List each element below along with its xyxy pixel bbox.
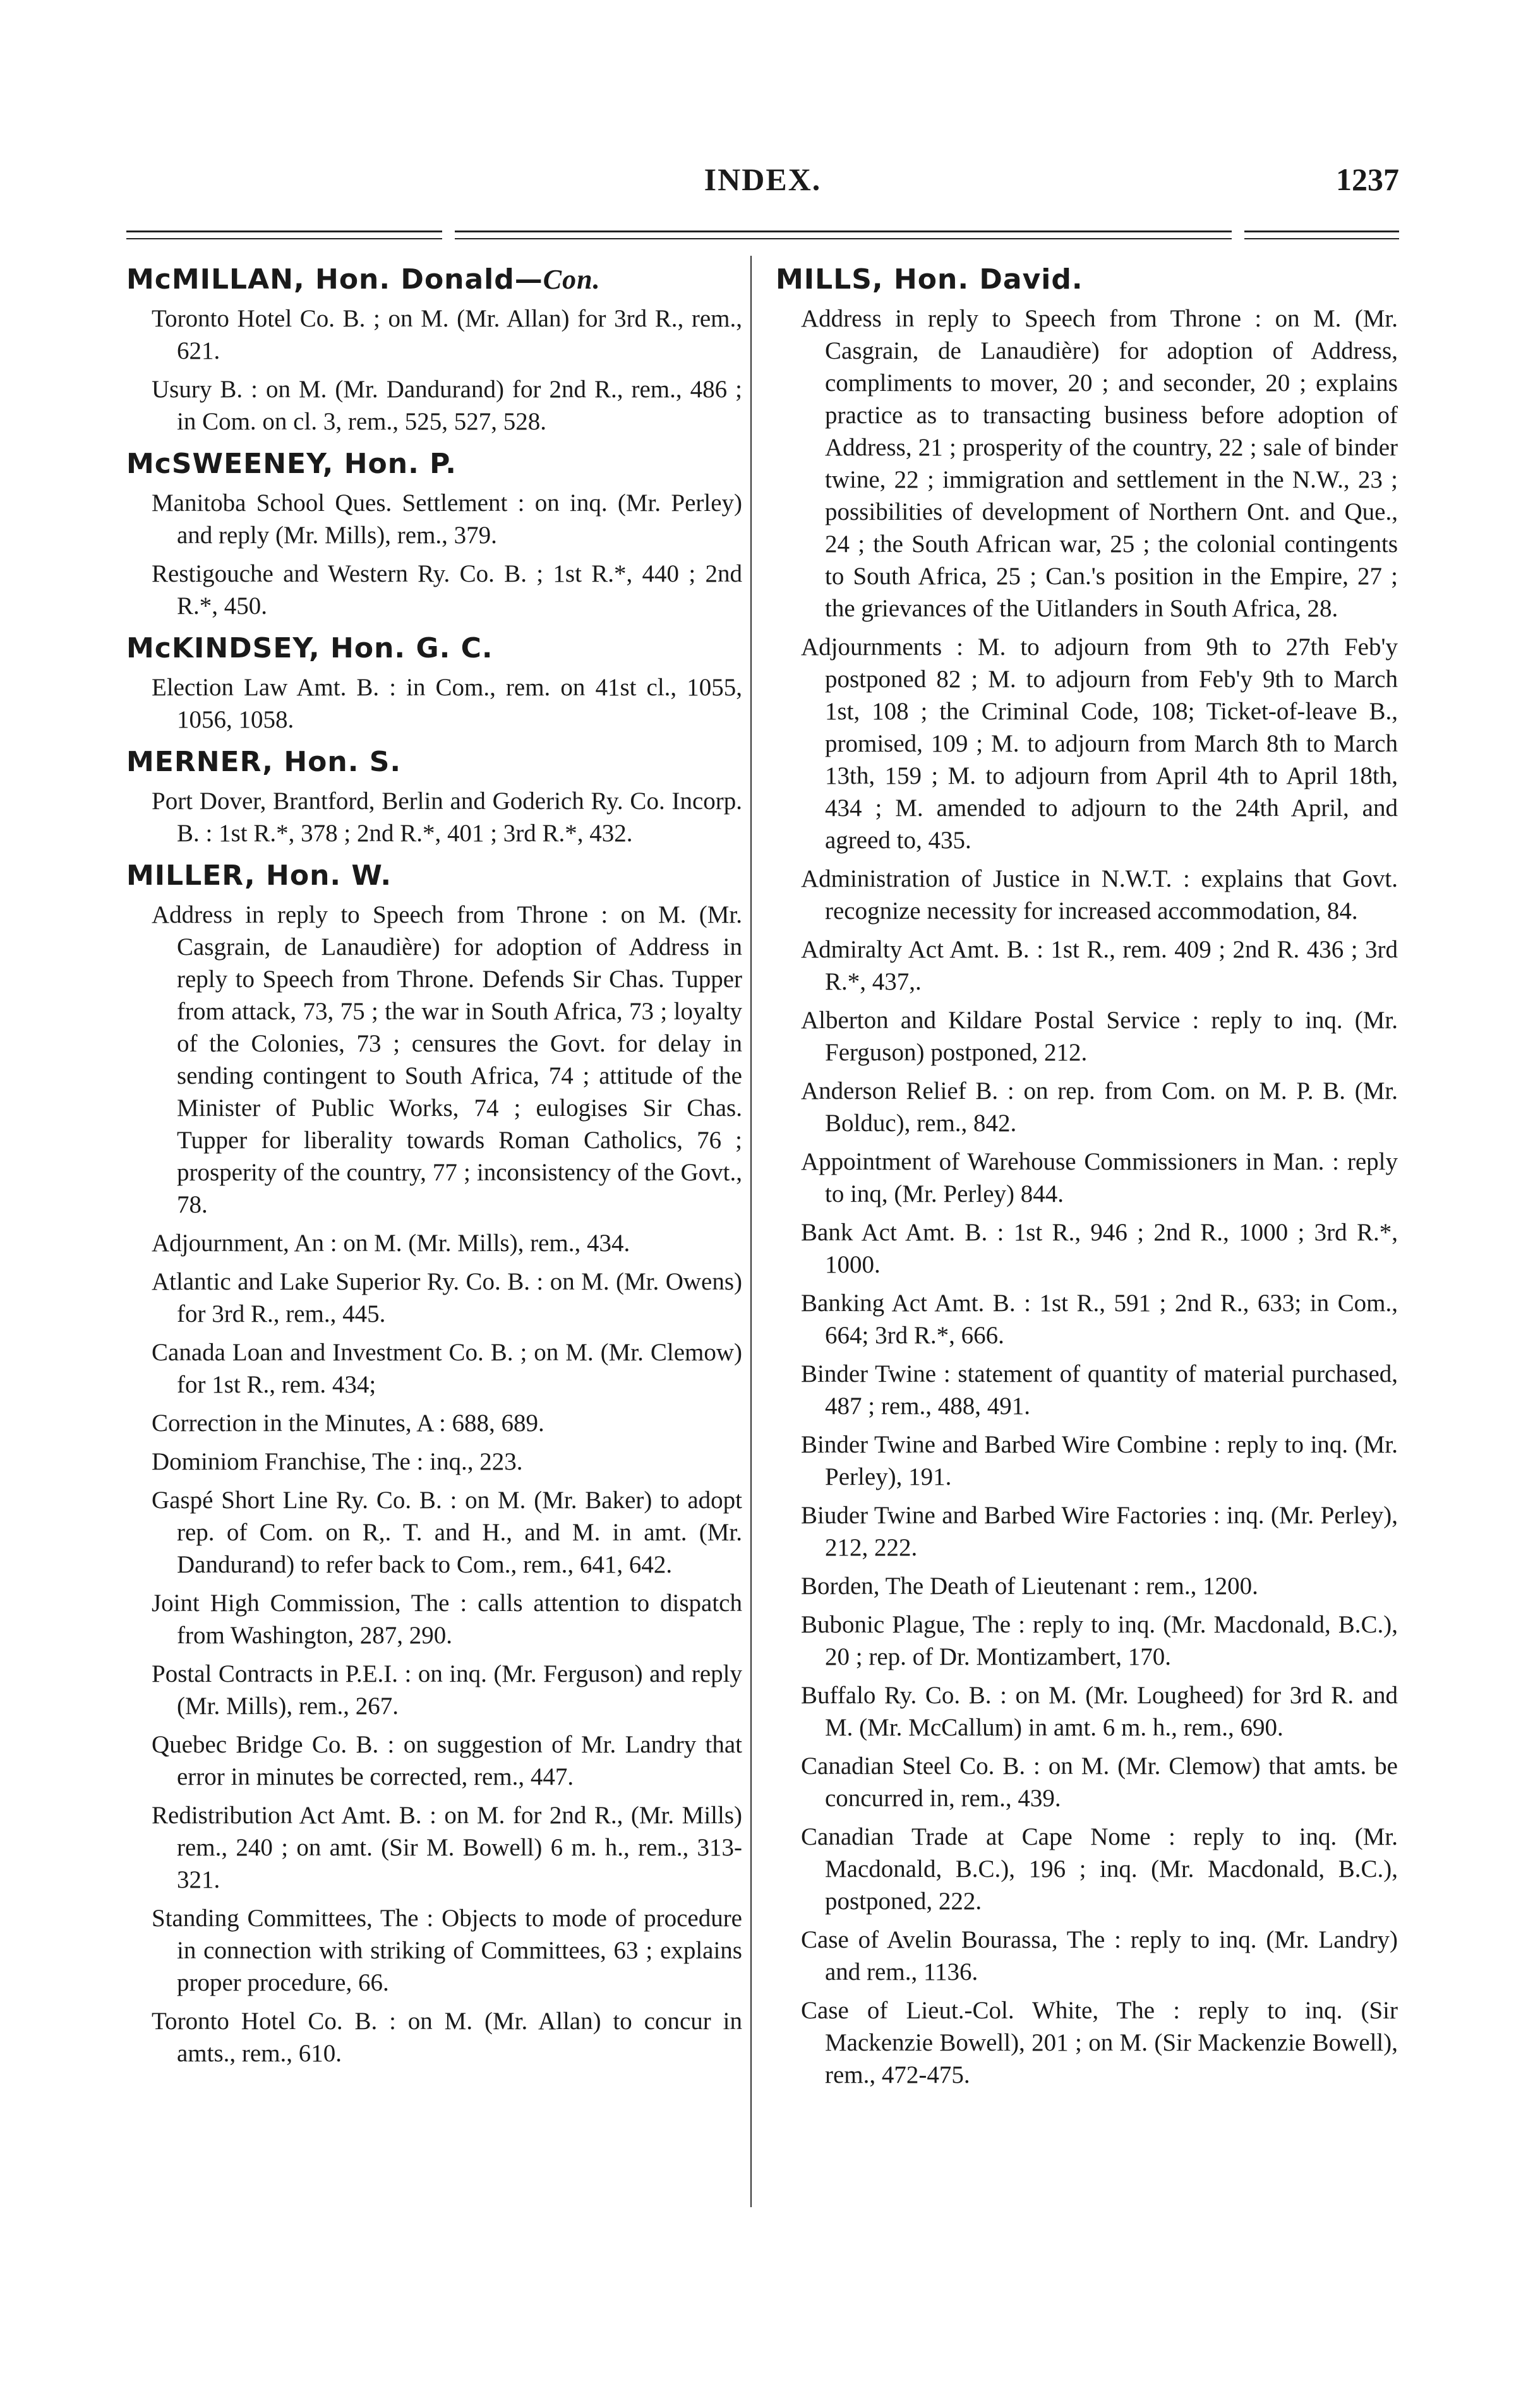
index-entry: Dominiom Franchise, The : inq., 223.: [152, 1448, 523, 1475]
index-heading: [126, 858, 742, 894]
index-entry: Biuder Twine and Barbed Wire Factories : inq. (Mr. Perley), 212, 222.: [801, 1502, 1398, 1561]
index-entry: Port Dover, Brantford, Berlin and Goderich Ry. Co. Incorp. B. : 1st R.*, 378 ; 2nd R.*, 401 ; 3rd R.*, 432.: [152, 788, 742, 847]
index-entry: Election Law Amt. B. : in Com., rem. on 41st cl., 1055, 1056, 1058.: [152, 674, 742, 733]
index-entry: Adjournment, An : on M. (Mr. Mills), rem., 434.: [152, 1230, 630, 1257]
index-entry: Toronto Hotel Co. B. : on M. (Mr. Allan) to concur in amts., rem., 610.: [152, 2008, 742, 2067]
right-column: [776, 262, 1398, 2097]
index-entry: Redistribution Act Amt. B. : on M. for 2nd R., (Mr. Mills) rem., 240 ; on amt. (Sir M. Bowell) 6 m. h., rem., 313-321.: [152, 1802, 742, 1893]
index-entry: Buffalo Ry. Co. B. : on M. (Mr. Lougheed) for 3rd R. and M. (Mr. McCallum) in amt. 6 m. h., rem., 690.: [801, 1682, 1398, 1741]
index-heading: [126, 446, 742, 482]
index-entry: Banking Act Amt. B. : 1st R., 591 ; 2nd R., 633; in Com., 664; 3rd R.*, 666.: [801, 1290, 1398, 1349]
index-heading: [776, 262, 1398, 297]
index-heading-name: MILLS, Hon. David.: [776, 263, 1083, 296]
page-title: INDEX.: [704, 162, 822, 197]
index-entry: Address in reply to Speech from Throne : on M. (Mr. Casgrain, de Lanaudière) for adoption of Address in reply to Speech from Throne. Defends Sir Chas. Tupper from attack, 73, 75 ; the war in South Africa, 73 ; loyalty of the Colonies, 73 ; censures the Govt. for delay in sending contingent to South Africa, 74 ; attitude of the Minister of Public Works, 74 ; eulogises Sir Chas. Tupper for liberality towards Roman Catholics, 76 ; prosperity of the country, 77 ; inconsistency of the Govt., 78.: [152, 901, 742, 1218]
index-entry: Borden, The Death of Lieutenant : rem., 1200.: [801, 1572, 1258, 1600]
index-entry: Appointment of Warehouse Commissioners in Man. : reply to inq, (Mr. Perley) 844.: [801, 1148, 1398, 1207]
index-entry: Bank Act Amt. B. : 1st R., 946 ; 2nd R., 1000 ; 3rd R.*, 1000.: [801, 1219, 1398, 1278]
header-rule-left: [126, 231, 442, 239]
index-entry: Standing Committees, The : Objects to mode of procedure in connection with striking of Committees, 63 ; explains proper procedure, 66.: [152, 1905, 742, 1996]
index-entry: Alberton and Kildare Postal Service : reply to inq. (Mr. Ferguson) postponed, 212.: [801, 1007, 1398, 1066]
index-heading: [126, 631, 742, 666]
index-heading-continued: Con.: [543, 264, 601, 295]
index-entry: Canadian Steel Co. B. : on M. (Mr. Clemow) that amts. be concurred in, rem., 439.: [801, 1752, 1398, 1812]
index-entry: Canadian Trade at Cape Nome : reply to inq. (Mr. Macdonald, B.C.), 196 ; inq. (Mr. Macdonald, B.C.), postponed, 222.: [801, 1823, 1398, 1915]
index-entry: Admiralty Act Amt. B. : 1st R., rem. 409 ; 2nd R. 436 ; 3rd R.*, 437,.: [801, 936, 1398, 995]
index-entry: Joint High Commission, The : calls attention to dispatch from Washington, 287, 290.: [152, 1590, 742, 1649]
index-entry: Case of Avelin Bourassa, The : reply to inq. (Mr. Landry) and rem., 1136.: [801, 1926, 1398, 1986]
index-entry: Quebec Bridge Co. B. : on suggestion of Mr. Landry that error in minutes be corrected, rem., 447.: [152, 1731, 742, 1790]
header-rule-middle: [455, 231, 1232, 239]
index-entry: Address in reply to Speech from Throne : on M. (Mr. Casgrain, de Lanaudière) for adoption of Address, compliments to mover, 20 ; and seconder, 20 ; explains practice as to transacting business before adoption of Address, 21 ; prosperity of the country, 22 ; sale of binder twine, 22 ; immigration and settlement in the N.W., 23 ; possibilities of development of Northern Ont. and Que., 24 ; the South African war, 25 ; the colonial contingents to South Africa, 25 ; Can.'s position in the Empire, 27 ; the grievances of the Uitlanders in South Africa, 28.: [801, 305, 1398, 622]
index-entry: Usury B. : on M. (Mr. Dandurand) for 2nd R., rem., 486 ; in Com. on cl. 3, rem., 525, 527, 528.: [152, 376, 742, 435]
index-heading-name: McKINDSEY, Hon. G. C.: [126, 632, 493, 664]
index-heading: [126, 745, 742, 780]
index-entry: Atlantic and Lake Superior Ry. Co. B. : on M. (Mr. Owens) for 3rd R., rem., 445.: [152, 1268, 742, 1327]
index-heading: [126, 262, 742, 297]
index-heading-name: McMILLAN, Hon. Donald—: [126, 263, 543, 296]
index-entry: Anderson Relief B. : on rep. from Com. on M. P. B. (Mr. Bolduc), rem., 842.: [801, 1077, 1398, 1137]
index-entry: Binder Twine and Barbed Wire Combine : reply to inq. (Mr. Perley), 191.: [801, 1431, 1398, 1490]
index-entry: Binder Twine : statement of quantity of material purchased, 487 ; rem., 488, 491.: [801, 1360, 1398, 1420]
page-number: 1237: [1336, 162, 1399, 197]
index-entry: Correction in the Minutes, A : 688, 689.: [152, 1410, 544, 1437]
index-heading-name: McSWEENEY, Hon. P.: [126, 448, 457, 480]
left-column: [126, 262, 742, 2076]
index-heading-name: MILLER, Hon. W.: [126, 860, 392, 892]
index-entry: Gaspé Short Line Ry. Co. B. : on M. (Mr. Baker) to adopt rep. of Com. on R,. T. and H., and M. in amt. (Mr. Dandurand) to refer back to Com., rem., 641, 642.: [152, 1487, 742, 1578]
index-entry: Canada Loan and Investment Co. B. ; on M. (Mr. Clemow) for 1st R., rem. 434;: [152, 1339, 742, 1398]
header-rule-right: [1244, 231, 1399, 239]
index-entry: Restigouche and Western Ry. Co. B. ; 1st R.*, 440 ; 2nd R.*, 450.: [152, 560, 742, 620]
index-entry: Manitoba School Ques. Settlement : on inq. (Mr. Perley) and reply (Mr. Mills), rem., 379.: [152, 489, 742, 549]
index-entry: Bubonic Plague, The : reply to inq. (Mr. Macdonald, B.C.), 20 ; rep. of Dr. Montizambert, 170.: [801, 1611, 1398, 1670]
running-head: [126, 161, 1399, 205]
index-entry: Case of Lieut.-Col. White, The : reply to inq. (Sir Mackenzie Bowell), 201 ; on M. (Sir Mackenzie Bowell), rem., 472-475.: [801, 1997, 1398, 2088]
index-heading-name: MERNER, Hon. S.: [126, 746, 402, 778]
column-divider: [750, 256, 752, 2207]
index-entry: Postal Contracts in P.E.I. : on inq. (Mr. Ferguson) and reply (Mr. Mills), rem., 267.: [152, 1660, 742, 1720]
header-rule: [126, 231, 1399, 239]
index-entry: Administration of Justice in N.W.T. : explains that Govt. recognize necessity for increased accommodation, 84.: [801, 865, 1398, 925]
index-entry: Adjournments : M. to adjourn from 9th to 27th Feb'y postponed 82 ; M. to adjourn from Feb'y 9th to March 1st, 108 ; the Criminal Code, 108; Ticket-of-leave B., promised, 109 ; M. to adjourn from March 8th to March 13th, 159 ; M. to adjourn from April 4th to April 18th, 434 ; M. amended to adjourn to the 24th April, and agreed to, 435.: [801, 633, 1398, 854]
index-entry: Toronto Hotel Co. B. ; on M. (Mr. Allan) for 3rd R., rem., 621.: [152, 305, 742, 364]
